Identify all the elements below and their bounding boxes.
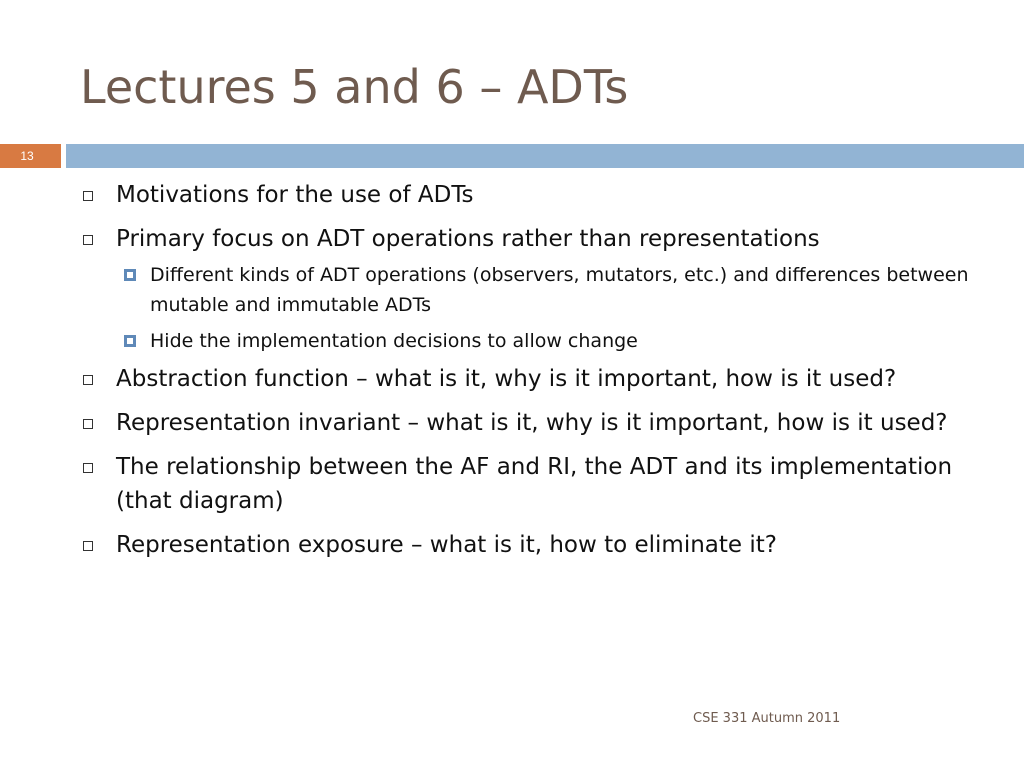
- hollow-square-bullet-icon: [83, 235, 93, 245]
- bullet-text: Representation invariant – what is it, why is it important, how is it used?: [116, 410, 948, 436]
- bullet-text: Abstraction function – what is it, why is it important, how is it used?: [116, 366, 897, 392]
- bullet-text: Representation exposure – what is it, how to eliminate it?: [116, 532, 777, 558]
- title-rule-bar: [66, 144, 1024, 168]
- hollow-square-bullet-icon: [83, 375, 93, 385]
- sub-bullet-item: [116, 260, 978, 320]
- bullet-item: [78, 528, 978, 562]
- bullet-item: [78, 450, 978, 518]
- sub-bullet-text: Hide the implementation decisions to allow change: [150, 330, 638, 352]
- bullet-item: [78, 362, 978, 396]
- filled-square-bullet-icon: [124, 269, 136, 281]
- slide-number: 13: [20, 149, 34, 163]
- slide-footer: CSE 331 Autumn 2011: [693, 711, 841, 726]
- slide-title: Lectures 5 and 6 – ADTs: [80, 60, 629, 114]
- bullet-text: The relationship between the AF and RI, the ADT and its implementation (that diagram): [116, 454, 953, 514]
- sub-bullet-item: [116, 326, 978, 356]
- bullet-item: [78, 406, 978, 440]
- bullet-list: [78, 178, 978, 572]
- hollow-square-bullet-icon: [83, 419, 93, 429]
- bullet-text: Motivations for the use of ADTs: [116, 182, 474, 208]
- hollow-square-bullet-icon: [83, 191, 93, 201]
- bullet-text: Primary focus on ADT operations rather than representations: [116, 226, 820, 252]
- sub-bullet-group: [78, 260, 978, 356]
- hollow-square-bullet-icon: [83, 463, 93, 473]
- sub-bullet-text: Different kinds of ADT operations (observers, mutators, etc.) and differences between mutable and immutable ADTs: [150, 264, 969, 316]
- hollow-square-bullet-icon: [83, 541, 93, 551]
- bullet-item: [78, 222, 978, 256]
- bullet-item: [78, 178, 978, 212]
- filled-square-bullet-icon: [124, 335, 136, 347]
